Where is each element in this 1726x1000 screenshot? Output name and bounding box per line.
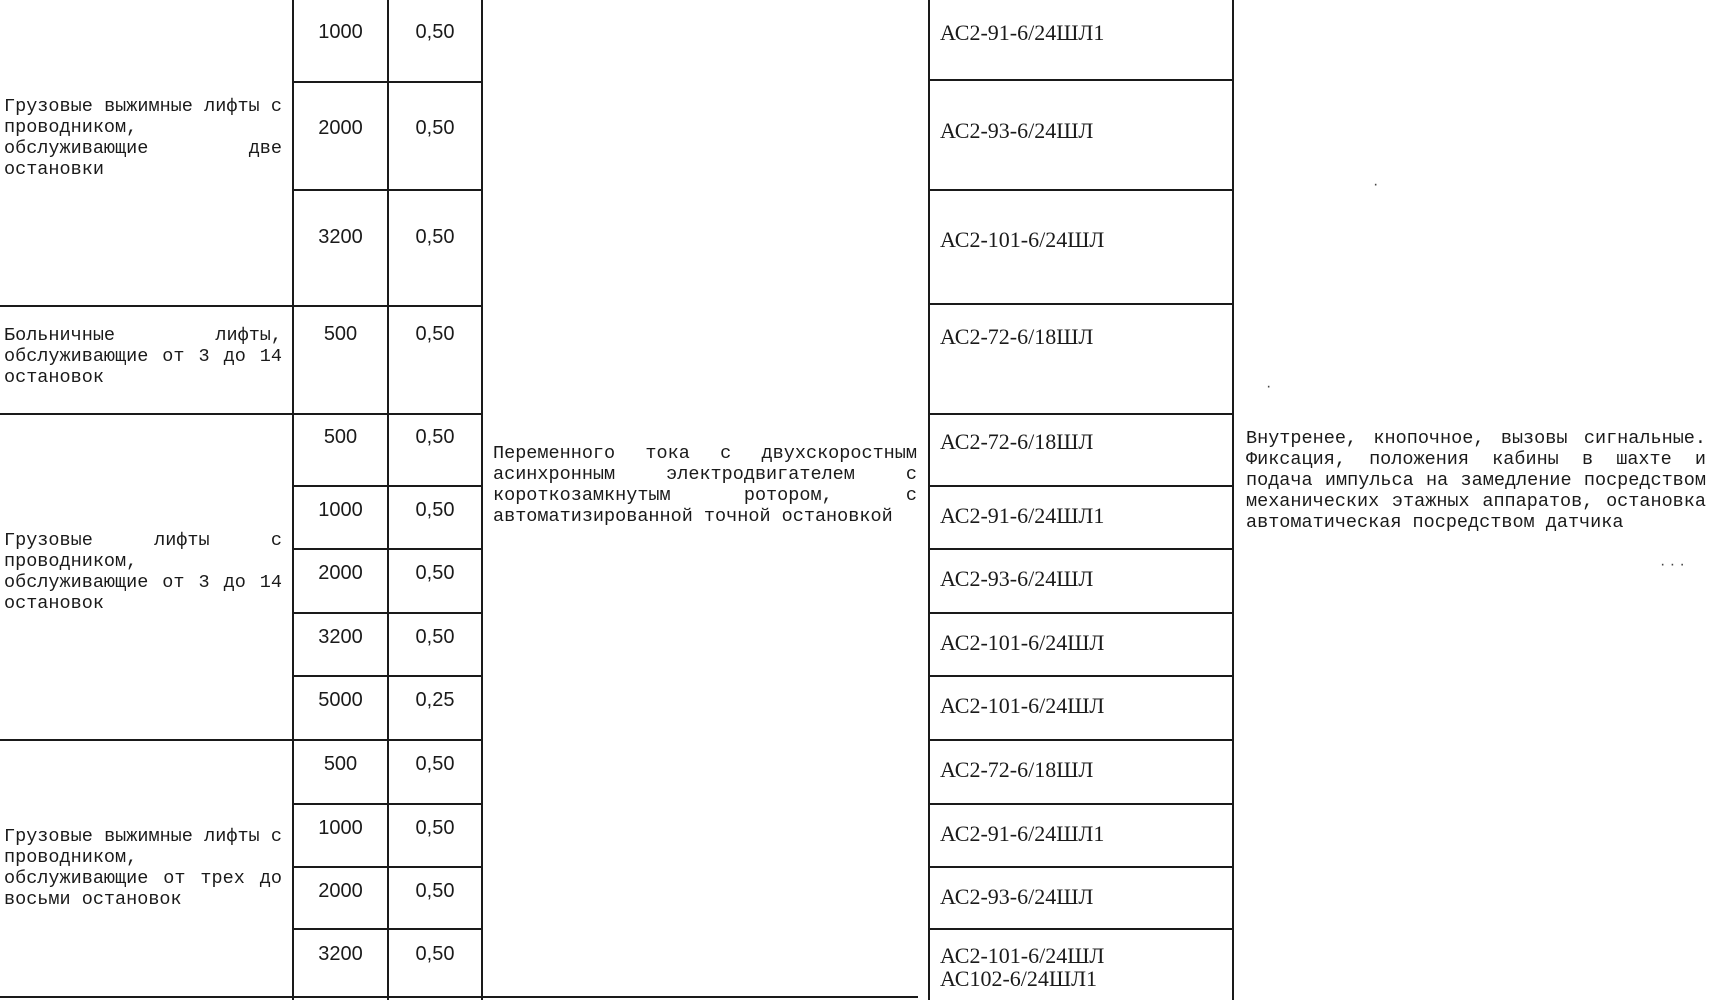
load-cell: 3200 xyxy=(318,226,363,248)
scan-speck: · xyxy=(1373,176,1379,193)
motor-cell: АС2-101-6/24ШЛ xyxy=(940,693,1105,718)
motor-cell: АС2-91-6/24ШЛ1 xyxy=(940,503,1105,528)
row-rule xyxy=(292,803,483,805)
row-rule xyxy=(292,675,483,677)
speed-cell: 0,50 xyxy=(415,117,455,139)
motor-rule xyxy=(928,739,1232,741)
category-cell: Грузовые выжимные лифты с проводником, обслуживающие от трех до восьми остановок xyxy=(4,826,282,910)
speed-cell: 0,50 xyxy=(415,226,455,248)
motor-cell: АС2-93-6/24ШЛ xyxy=(940,884,1094,909)
motor-cell: АС2-93-6/24ШЛ xyxy=(940,566,1094,591)
load-cell: 2000 xyxy=(318,562,363,584)
motor-cell: АС2-91-6/24ШЛ1 xyxy=(940,20,1105,45)
speed-cell: 0,50 xyxy=(415,499,455,521)
category-rule xyxy=(0,305,483,307)
motor-rule xyxy=(928,803,1232,805)
motor-cell: АС2-91-6/24ШЛ1 xyxy=(940,821,1105,846)
motor-cell: АС2-72-6/18ШЛ xyxy=(940,757,1094,782)
speed-cell: 0,50 xyxy=(415,426,455,448)
motor-cell: АС2-93-6/24ШЛ xyxy=(940,118,1094,143)
drive-description: Переменного тока с двухскоростным асинхронным электродвигателем с короткозамкнутым ротором, с автоматизированной точной остановкой xyxy=(493,443,917,527)
row-rule xyxy=(292,81,483,83)
scan-speck: · · · xyxy=(1660,556,1685,573)
motor-cell: АС2-101-6/24ШЛ xyxy=(940,227,1105,252)
column-rule xyxy=(928,0,930,1000)
table-bottom-rule xyxy=(0,996,918,998)
load-cell: 3200 xyxy=(318,626,363,648)
row-rule xyxy=(292,928,483,930)
scan-speck: · xyxy=(1266,378,1272,395)
motor-rule xyxy=(928,675,1232,677)
load-cell: 500 xyxy=(323,426,358,448)
speed-cell: 0,50 xyxy=(415,880,455,902)
load-cell: 3200 xyxy=(318,943,363,965)
speed-cell: 0,50 xyxy=(415,323,455,345)
control-description: Внутренее, кнопочное, вызовы сигнальные. Фиксация, положения кабины в шахте и подача импульса на замедление посредством механических этажных аппаратов, остановка автоматическая посредством датчика xyxy=(1246,428,1706,533)
motor-cell: АС2-72-6/18ШЛ xyxy=(940,324,1094,349)
load-cell: 1000 xyxy=(318,817,363,839)
motor-rule xyxy=(928,79,1232,81)
motor-cell: АС102-6/24ШЛ1 xyxy=(940,966,1098,991)
load-cell: 2000 xyxy=(318,117,363,139)
speed-cell: 0,25 xyxy=(415,689,455,711)
load-cell: 1000 xyxy=(318,21,363,43)
column-rule xyxy=(481,0,483,1000)
motor-rule xyxy=(928,485,1232,487)
row-rule xyxy=(292,548,483,550)
row-rule xyxy=(292,485,483,487)
load-cell: 5000 xyxy=(318,689,363,711)
speed-cell: 0,50 xyxy=(415,753,455,775)
category-cell: Грузовые лифты с проводником, обслуживающие от 3 до 14 остановок xyxy=(4,530,282,614)
motor-cell: АС2-72-6/18ШЛ xyxy=(940,429,1094,454)
motor-rule xyxy=(928,612,1232,614)
row-rule xyxy=(292,612,483,614)
category-rule xyxy=(0,413,483,415)
load-cell: 2000 xyxy=(318,880,363,902)
motor-rule xyxy=(928,548,1232,550)
motor-cell: АС2-101-6/24ШЛ xyxy=(940,630,1105,655)
motor-cell: АС2-101-6/24ШЛ xyxy=(940,943,1105,968)
speed-cell: 0,50 xyxy=(415,817,455,839)
motor-rule xyxy=(928,189,1232,191)
speed-cell: 0,50 xyxy=(415,626,455,648)
motor-rule xyxy=(928,866,1232,868)
load-cell: 1000 xyxy=(318,499,363,521)
category-cell: Больничные лифты, обслуживающие от 3 до 14 остановок xyxy=(4,325,282,388)
row-rule xyxy=(292,866,483,868)
row-rule xyxy=(292,189,483,191)
motor-rule xyxy=(928,928,1232,930)
speed-cell: 0,50 xyxy=(415,562,455,584)
load-cell: 500 xyxy=(323,323,358,345)
speed-cell: 0,50 xyxy=(415,943,455,965)
category-cell: Грузовые выжимные лифты с проводником, обслуживающие две остановки xyxy=(4,96,282,180)
load-cell: 500 xyxy=(323,753,358,775)
column-rule xyxy=(1232,0,1234,1000)
motor-rule xyxy=(928,303,1232,305)
speed-cell: 0,50 xyxy=(415,21,455,43)
category-rule xyxy=(0,739,483,741)
motor-rule xyxy=(928,413,1232,415)
